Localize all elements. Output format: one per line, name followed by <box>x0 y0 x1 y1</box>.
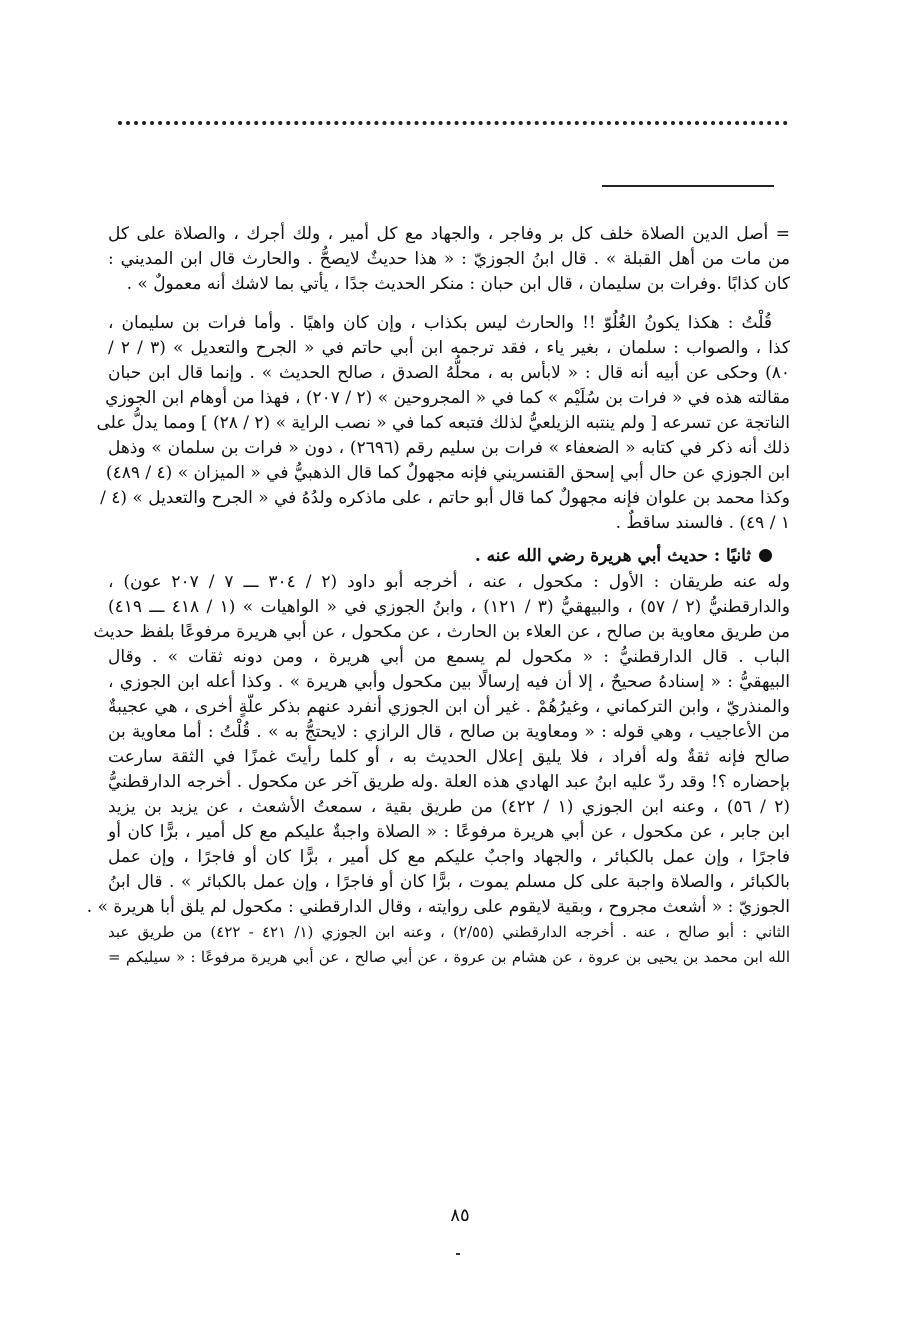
footer-mark <box>456 1253 460 1255</box>
text-line: فاجرًا ، وإن عمل بالكبائر ، والجهاد واجبٌ عليكم مع كل أمير ، برًّا كان أو فاجرًا ، وإن عمل <box>108 847 790 867</box>
text-line: الثاني : أبو صالح ، عنه . أخرجه الدارقطني (٢/٥٥) ، وعنه ابن الجوزي (١/ ٤٢١ - ٤٢٢) من طريق عبد <box>108 923 791 941</box>
text-line: = أصل الدين الصلاة خلف كل بر وفاجر ، والجهاد مع كل أمير ، ولك أجرك ، والصلاة على كل <box>108 224 790 244</box>
text-line: كذا ، والصواب : سلمان ، بغير ياء ، فقد ترجمه ابن أبي حاتم في « الجرح والتعديل » (٣ / ٢ / <box>108 338 790 358</box>
text-line: من الأعاجيب ، وهي قوله : « ومعاوية بن صالح ، قال الرازي : لايحتجُّ به » . قُلْتُ : أما معاوية بن <box>108 722 790 742</box>
text-line: من مات من أهل القبلة » . قال ابنُ الجوزيّ : « هذا حديثٌ لايصحُّ . والحارث قال ابن المديني : <box>108 249 790 269</box>
text-line: والمنذريّ ، وابن التركماني ، وغيرُهُمْ . غير أن ابن الجوزي أنفرد عنهم بذكر علّةٍ أخرى ، هي عجيبةٌ <box>108 697 790 717</box>
text-line: وكذا محمد بن علوان فإنه مجهولٌ كما قال أبو حاتم ، على ماذكره ولدُهُ في « الجرح والتعديل » (٤ / <box>100 488 790 508</box>
text-line: ابن الجوزي عن حال أبي إسحق القنسريني فإنه مجهولٌ كما قال الذهبيُّ في « الميزان » (٤ / ٤٨٩) <box>105 463 790 483</box>
text-line: وله عنه طريقان : الأول : مكحول ، عنه ، أخرجه أبو داود (٢ / ٣٠٤ ـــ ٧ / ٢٠٧ عون) ، <box>108 572 790 592</box>
page-body <box>86 222 791 970</box>
text-line: الله ابن محمد بن يحيى بن عروة ، عن هشام بن عروة ، عن أبي صالح ، عن أبي هريرة مرفوعًا : « سيليكم = <box>108 948 790 966</box>
text-line: ابن جابر ، عن مكحول ، عن أبي هريرة مرفوعًا : « الصلاة واجبةٌ عليكم مع كل أمير ، برًّا كان أو <box>108 822 790 842</box>
text-line: الناتجة عن تسرعه [ ولم ينتبه الزيلعيُّ لذلك فتبعه كما في « نصب الراية » (٢ / ٢٨) ] ومما يدلُّ على <box>96 413 790 433</box>
text-line: من طريق معاوية بن صالح ، عن العلاء بن الحارث ، عن مكحول ، عن أبي هريرة مرفوعًا بلفظ حديث <box>93 622 790 642</box>
header-dotted-rule <box>118 121 788 125</box>
footnote-separator-rule <box>602 185 774 187</box>
page-number: ٨٥ <box>450 1205 470 1226</box>
text-line: الجوزيّ : « أشعث مجروح ، وبقية لايقوم على روايته ، وقال الدارقطني : مكحول لم يلق أبا هريرة » . <box>86 897 790 917</box>
footnote-continuation-paragraph <box>108 222 790 297</box>
second-hadith-paragraph <box>86 570 791 970</box>
section-heading-text: ثانيًا : حديث أبي هريرة رضي الله عنه . <box>474 546 751 566</box>
text-line: والدارقطنيُّ (٢ / ٥٧) ، والبيهقيُّ (٣ / ١٢١) ، وابنُ الجوزي في « الواهيات » (١ / ٤١٨ ـــ ٤١٩) <box>108 597 790 617</box>
text-line: قُلْتُ : هكذا يكونُ الغُلُوّ !! والحارث ليس بكذاب ، وإن كان واهيًا . وأما فرات بن سليمان ، <box>108 313 772 333</box>
text-line: صالح فإنه ثقةٌ وله أفراد ، فلا يليق إعلال الحديث به ، أو كلما رأيتَ غمزًا في الثقة سارعت <box>108 747 790 767</box>
text-line: مقالته هذه في « فرات بن سُلَيْم » كما في « المجروحين » (٢ / ٢٠٧) ، فهذا من أوهام ابن الجوزي <box>105 388 790 408</box>
text-line: الباب . قال الدارقطنيُّ : « مكحول لم يسمع من أبي هريرة ، ومن دونه ثقات » . وقال <box>108 647 790 667</box>
text-line: البيهقيُّ : « إسنادهُ صحيحٌ ، إلا أن فيه إرسالًا بين مكحول وأبي هريرة » . وكذا أعله ابن الجوزي ، <box>108 672 790 692</box>
text-line: بالكبائر ، والصلاة واجبة على كل مسلم يموت ، برًّا كان أو فاجرًا ، وإن عمل بالكبائر » . قال ابنُ <box>108 872 790 892</box>
text-line: ١ / ٤٩) . فالسند ساقطٌ . <box>615 513 790 533</box>
bullet-icon <box>759 549 772 562</box>
text-line: ذلك أنه ذكر في كتابه « الضعفاء » فرات بن سليم رقم (٢٦٩٦) ، دون « فرات بن سلمان » وذهل <box>108 438 790 458</box>
text-line: ٨٠) وحكى عن أبيه أنه قال : « لابأس به ، محلُّهُ الصدق ، صالح الحديث » . وإنما قال ابن حبان <box>108 363 790 383</box>
text-line: بإحضاره ؟! وقد ردّ عليه ابنُ عبد الهادي هذه العلة .وله طريق آخر عن مكحول . أخرجه الدارقطنيُّ <box>108 772 790 792</box>
qultu-paragraph <box>96 311 790 536</box>
section-heading <box>108 542 790 570</box>
text-line: (٢ / ٥٦) ، وعنه ابن الجوزي (١ / ٤٢٢) من طريق بقية ، سمعتُ الأشعث ، عن يزيد بن يزيد <box>108 797 790 817</box>
text-line: كان كذابًا .وفرات بن سليمان ، قال ابن حبان : منكر الحديث جدًا ، يأتي بما لاشك أنه معمولٌ » . <box>126 274 790 294</box>
